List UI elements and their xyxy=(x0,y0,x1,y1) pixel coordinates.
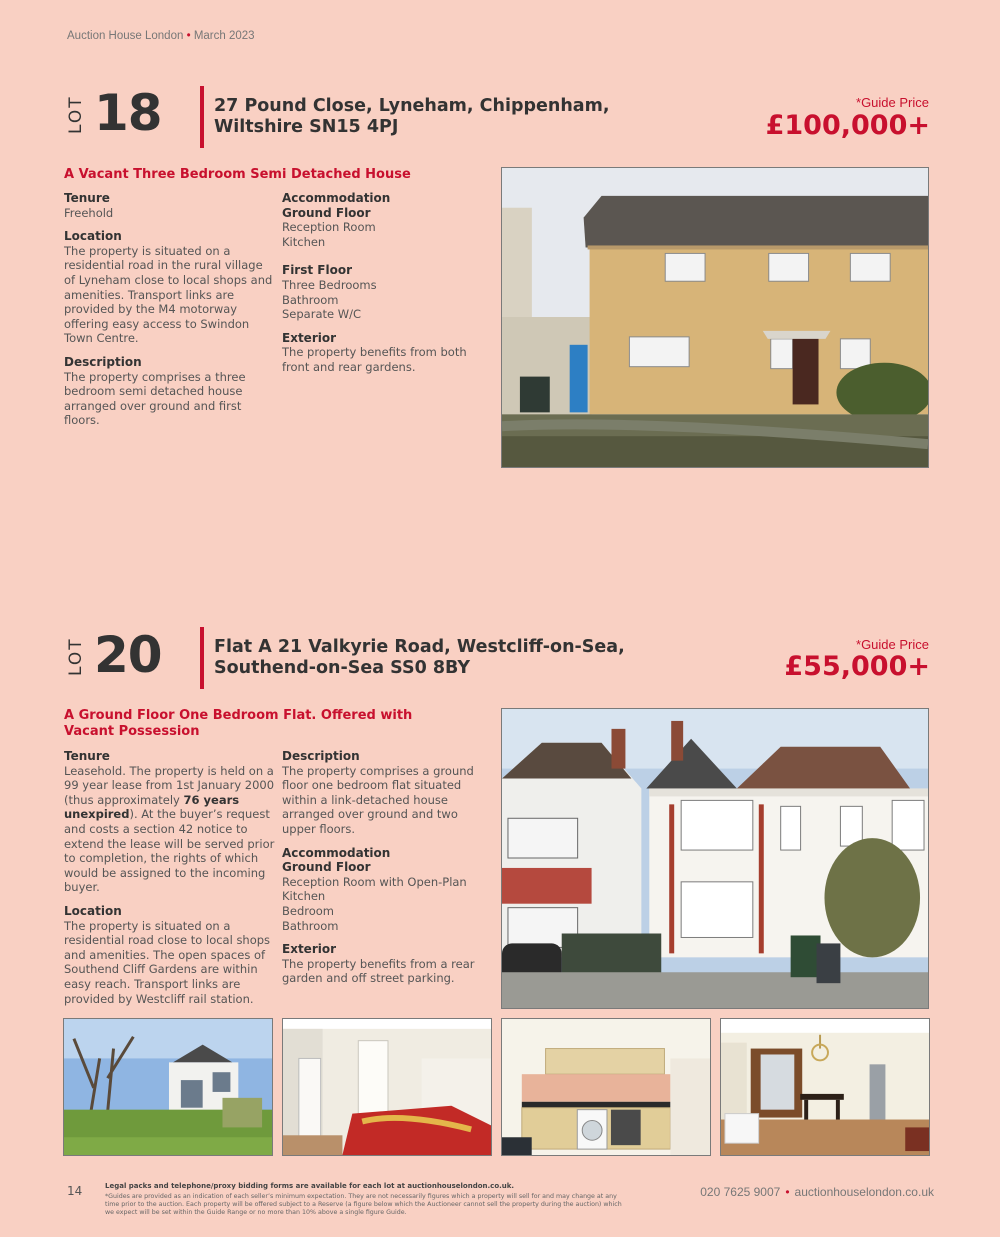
lot-18-main-photo xyxy=(501,167,929,468)
lot-number: 20 xyxy=(94,626,162,684)
lot-number: 18 xyxy=(94,84,162,142)
tenure-heading: Tenure xyxy=(64,191,110,205)
location-heading: Location xyxy=(64,903,122,918)
page-number: 14 xyxy=(67,1184,83,1198)
exterior-heading: Exterior xyxy=(282,330,337,345)
description-text: The property comprises a three bedroom semi detached house arranged over ground and first floors. xyxy=(64,369,246,428)
address-line-1: 27 Pound Close, Lyneham, Chippenham, xyxy=(214,96,610,116)
tenure-heading: Tenure xyxy=(64,749,110,763)
guide-price: £100,000+ xyxy=(765,110,930,141)
kitchen-image xyxy=(502,1019,710,1155)
guide-price-disclaimer: *Guides are provided as an indication of each seller’s minimum expectation. They are not necessarily figures which a property will sell for and may change at any time prior to the auction. Each property will be offered subject to a Reserve (a figure below which the Auctioneer cannot sell the property during the auction) which we expect will be set within the Guide Range or no more than 10% above a single figure Guide. xyxy=(105,1193,622,1216)
guide-price-label: *Guide Price xyxy=(856,637,929,652)
legal-packs-note: Legal packs and telephone/proxy bidding forms are available for each lot at auctionhouselondon.co.uk. xyxy=(105,1182,515,1190)
ground-floor-heading: Ground Floor xyxy=(282,860,371,875)
ground-floor-item: Kitchen xyxy=(282,234,326,249)
guide-price-label: *Guide Price xyxy=(856,95,929,110)
lot-label: LOT xyxy=(66,95,86,134)
lot-divider-bar xyxy=(200,627,204,689)
contact-details xyxy=(700,1185,934,1199)
lease-years-highlight: 76 years unexpired xyxy=(64,792,240,822)
ground-floor-item: Reception Room with Open-Plan Kitchen xyxy=(282,874,467,904)
brand-name: Auction House London xyxy=(67,30,184,42)
tenure-text: Leasehold. The property is held on a 99 year lease from 1st January 2000 (thus approximately 76 years unexpired). At the buyer’s request and costs a section 42 notice to extend the lease will be served prior to completion, the rights of which would be assigned to the incoming buyer. xyxy=(64,763,275,895)
location-text: The property is situated on a residential road in the rural village of Lyneham close to local shops and amenities. Transport links are provided by the M4 motorway offering easy access to Swindon Town Centre. xyxy=(64,243,273,346)
address-line-1: Flat A 21 Valkyrie Road, Westcliff-on-Sea, xyxy=(214,637,625,657)
first-floor-item: Bathroom xyxy=(282,292,339,307)
running-header xyxy=(67,30,255,42)
lot-divider-bar xyxy=(200,86,204,148)
first-floor-heading: First Floor xyxy=(282,263,353,278)
exterior-heading: Exterior xyxy=(282,942,337,957)
lot-address xyxy=(214,96,694,138)
contact-separator: • xyxy=(785,1185,790,1199)
accommodation-heading: Accommodation xyxy=(282,845,391,860)
description-heading: Description xyxy=(282,749,360,763)
lot-details-left xyxy=(64,749,276,1015)
first-floor-item: Separate W/C xyxy=(282,307,362,322)
phone-number: 020 7625 9007 xyxy=(700,1185,781,1199)
ground-floor-item: Bedroom xyxy=(282,903,335,918)
lot-20-main-photo xyxy=(501,708,929,1009)
first-floor-item: Three Bedrooms xyxy=(282,277,377,292)
ground-floor-item: Bathroom xyxy=(282,918,339,933)
exterior-text: The property benefits from both front and rear gardens. xyxy=(282,345,467,374)
victorian-house-image xyxy=(502,709,928,1008)
reception-room-image xyxy=(721,1019,929,1155)
ground-floor-heading: Ground Floor xyxy=(282,205,371,220)
location-heading: Location xyxy=(64,229,122,244)
garden-image xyxy=(64,1019,272,1155)
lot-details-right xyxy=(282,191,482,375)
exterior-text: The property benefits from a rear garden and off street parking. xyxy=(282,956,475,986)
lot-details-left xyxy=(64,191,274,437)
header-separator: • xyxy=(186,30,191,42)
tenure-text: Freehold xyxy=(64,205,114,220)
bedroom-image xyxy=(283,1019,491,1155)
accommodation-heading: Accommodation xyxy=(282,191,391,205)
address-line-2: Wiltshire SN15 4PJ xyxy=(214,117,399,137)
rear-garden-photo xyxy=(63,1018,273,1156)
kitchen-photo xyxy=(501,1018,711,1156)
lot-subtitle: A Ground Floor One Bedroom Flat. Offered with Vacant Possession xyxy=(64,708,413,739)
lot-details-right xyxy=(282,749,482,995)
description-heading: Description xyxy=(64,354,142,369)
description-text: The property comprises a ground floor one bedroom flat situated within a link-detached house arranged over ground and two upper floors. xyxy=(282,763,474,836)
issue-date: March 2023 xyxy=(193,30,255,42)
lot-address xyxy=(214,637,694,679)
reception-room-photo xyxy=(720,1018,930,1156)
guide-price: £55,000+ xyxy=(784,651,930,682)
lot-label: LOT xyxy=(66,637,86,676)
website-link[interactable]: auctionhouselondon.co.uk xyxy=(794,1185,934,1199)
address-line-2: Southend-on-Sea SS0 8BY xyxy=(214,658,471,678)
bedroom-photo xyxy=(282,1018,492,1156)
ground-floor-item: Reception Room xyxy=(282,220,376,235)
semi-detached-house-image xyxy=(502,168,928,467)
location-text: The property is situated on a residential road close to local shops and amenities. The open spaces of Southend Cliff Gardens are within easy reach. Transport links are provided by Westcliff rail station. xyxy=(64,918,271,1006)
lot-subtitle: A Vacant Three Bedroom Semi Detached House xyxy=(64,167,411,182)
